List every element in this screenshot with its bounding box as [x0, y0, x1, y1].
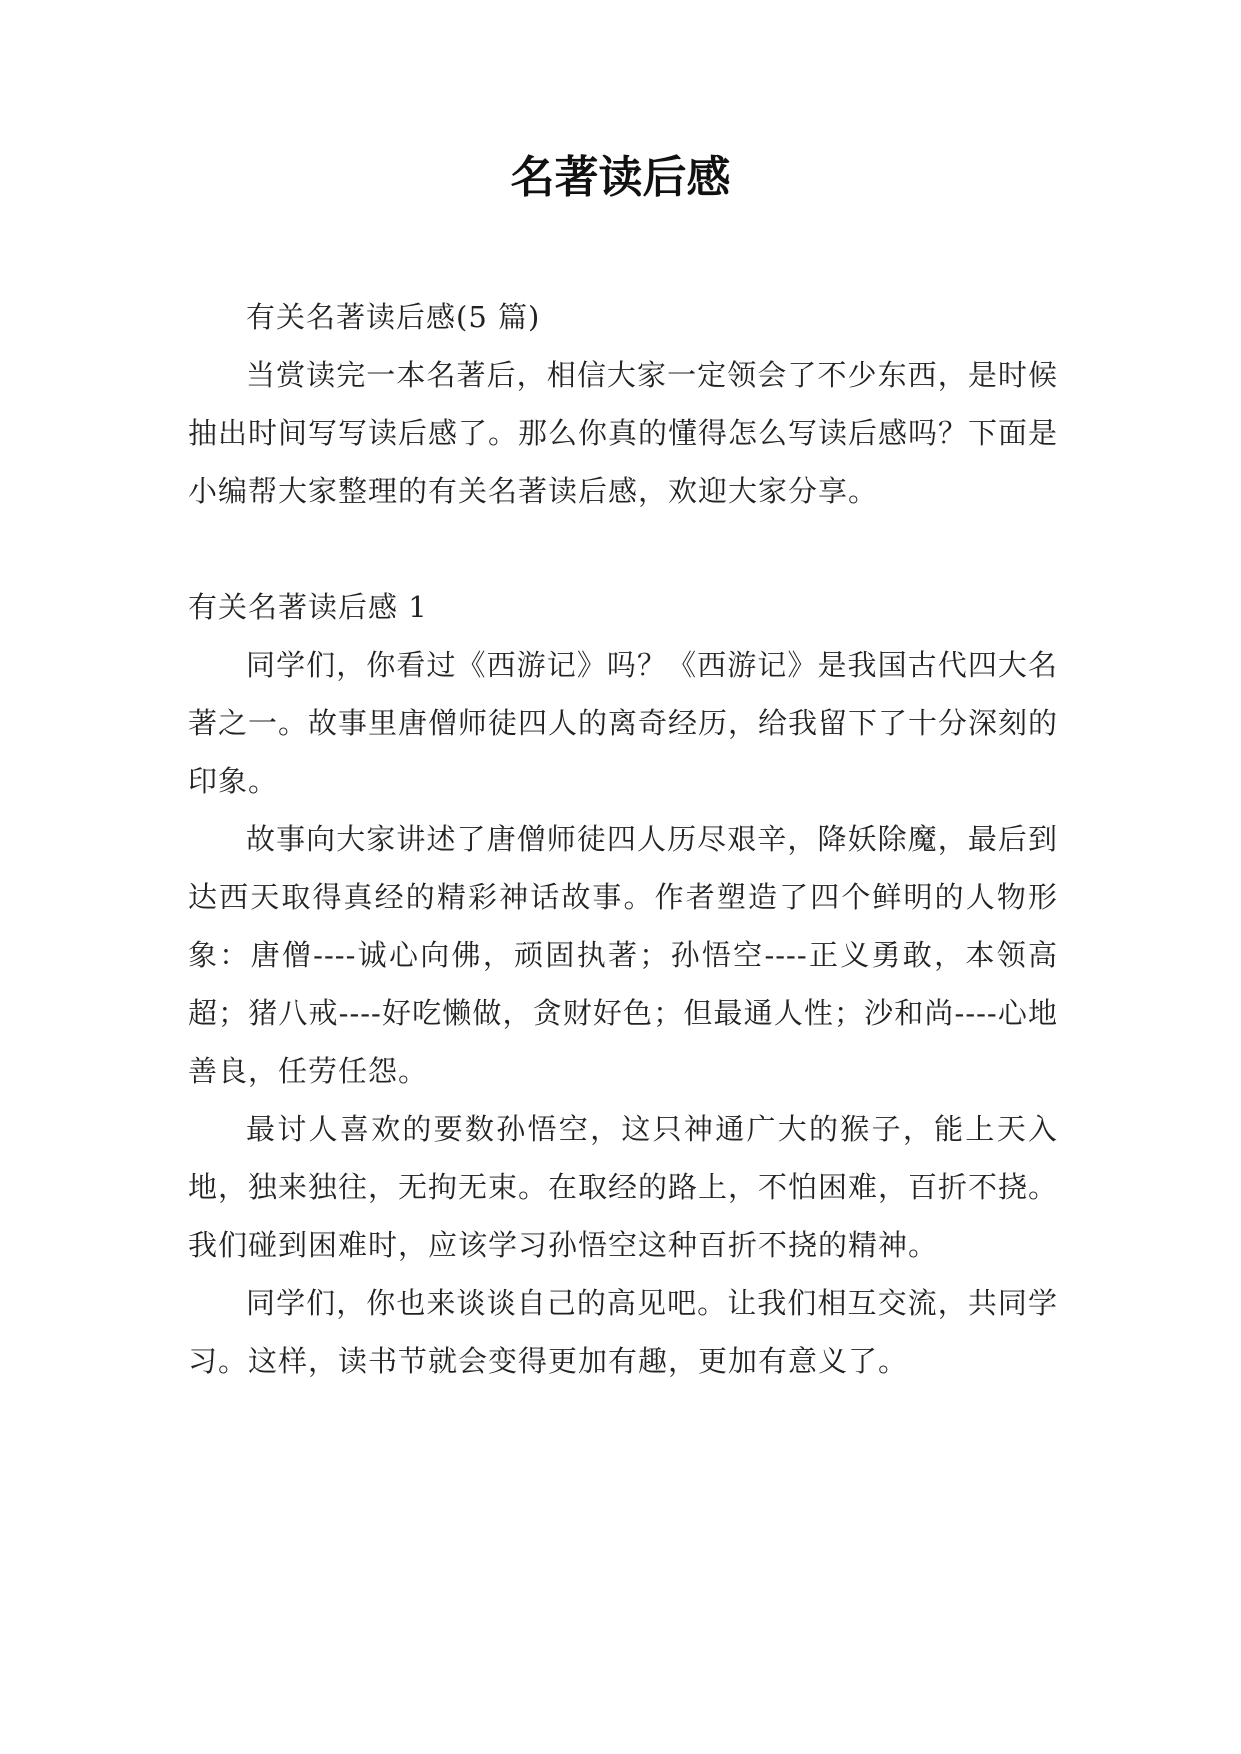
intro-paragraph: 当赏读完一本名著后，相信大家一定领会了不少东西，是时候抽出时间写写读后感了。那么你真的懂得怎么写读后感吗？下面是小编帮大家整理的有关名著读后感，欢迎大家分享。	[188, 358, 1059, 508]
body-paragraph-4: 同学们，你也来谈谈自己的高见吧。让我们相互交流，共同学习。这样，读书节就会变得更加有趣，更加有意义了。	[188, 1286, 1058, 1378]
document-subtitle: 有关名著读后感(5 篇)	[246, 300, 541, 334]
body-paragraph-3: 最讨人喜欢的要数孙悟空，这只神通广大的猴子，能上天入地，独来独往，无拘无束。在取经的路上，不怕困难，百折不挠。我们碰到困难时，应该学习孙悟空这种百折不挠的精神。	[188, 1112, 1059, 1262]
document-body	[188, 288, 1058, 1390]
section-heading: 有关名著读后感 1	[188, 590, 428, 624]
body-paragraph-2: 故事向大家讲述了唐僧师徒四人历尽艰辛，降妖除魔，最后到达西天取得真经的精彩神话故事。作者塑造了四个鲜明的人物形象：唐僧----诚心向佛，顽固执著；孙悟空----正义勇敢，本领高超；猪八戒----好吃懒做，贪财好色；但最通人性；沙和尚----心地善良，任劳任怨。	[188, 822, 1058, 1088]
body-paragraph-1: 同学们，你看过《西游记》吗？《西游记》是我国古代四大名著之一。故事里唐僧师徒四人的离奇经历，给我留下了十分深刻的印象。	[188, 648, 1059, 798]
section-spacer	[188, 520, 1058, 578]
document-title: 名著读后感	[510, 152, 731, 203]
